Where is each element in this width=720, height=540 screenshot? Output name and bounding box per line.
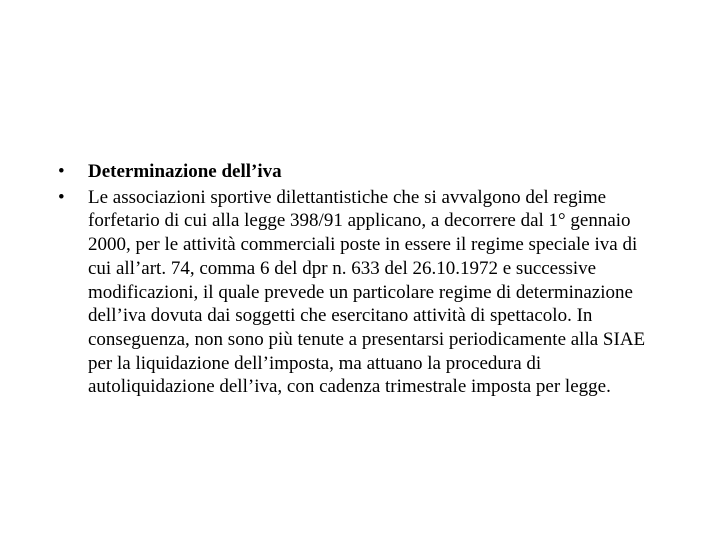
bullet-point-icon: • [58,186,65,208]
body-text: Le associazioni sportive dilettantistiche che si avvalgono del regime forfetario di cui alla legge 398/91 applicano, a decorrere dal 1° gennaio 2000, per le attività commerciali poste in essere il regime speciale iva di cui all’art. 74, comma 6 del dpr n. 633 del 26.10.1972 e successive modificazioni, il quale prevede un particolare regime di determinazione dell’iva dovuta dai soggetti che esercitano attività di spettacolo. In conseguenza, non sono più tenute a presentarsi periodicamente alla SIAE per la liquidazione dell’imposta, ma attuano la procedura di autoliquidazione dell’iva, con cadenza trimestrale imposta per legge. [88,186,646,398]
heading-text: Determinazione dell’iva [88,161,282,182]
bullet-item-body [58,186,658,399]
bullet-point-icon: • [58,161,65,182]
bullet-item-heading [58,160,658,184]
bullet-list [58,160,658,401]
